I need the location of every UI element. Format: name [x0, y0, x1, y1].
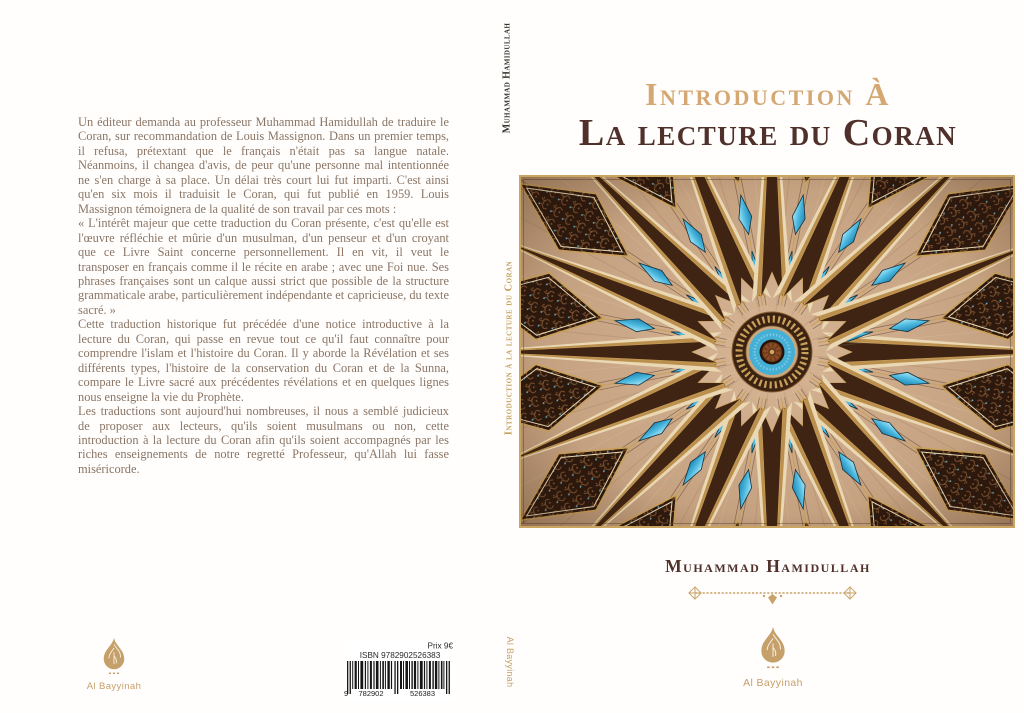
barcode-icon — [344, 640, 456, 702]
svg-text:782902: 782902 — [358, 689, 384, 698]
back-paragraph: Un éditeur demanda au professeur Muhammad Hamidullah de traduire le Coran, sur recommandation de Louis Massignon. Dans un premier temps, il refusa, prétextant que le français n'était pas sa langue natale. Néanmoins, il changea d'avis, de peur qu'une personne mal intentionnée ne s'en charge à sa place. Un délai très court lui fut imparti. C'est ainsi qu'en six mois il traduisit le Coran, qui fut publié en 1959. Louis Massignon témoignera de la qualité de son travail par ces mots : — [78, 115, 449, 216]
author-name: Muhammad Hamidullah — [665, 556, 871, 576]
teardrop-flame-icon — [99, 637, 129, 681]
ornament-divider-icon — [685, 586, 860, 606]
spine-title: Introduction à la lecture du Coran — [503, 260, 515, 436]
publisher-logo-back — [82, 637, 146, 692]
barcode-block — [344, 640, 456, 702]
publisher-logo-front — [738, 626, 808, 689]
spine-author: Muhammad Hamidullah — [501, 22, 513, 134]
back-paragraph: Cette traduction historique fut précédée d'une notice introductive à la lecture du Coran, qui passe en revue tout ce qu'il faut connaître pour comprendre l'islam et l'histoire du Coran. Il y aborde la Révélation et ses différents types, l'histoire de la conservation du Coran et de la Sunna, compare le Livre sacré aux précédentes révélations et en quelques lignes nous enseigne la vie du Prophète. — [78, 317, 449, 404]
svg-text:9: 9 — [344, 689, 349, 698]
back-paragraph: Les traductions sont aujourd'hui nombreuses, il nous a semblé judicieux de proposer aux lecteurs, qu'ils soient musulmans ou non, cette introduction à la lecture du Coran afin qu'ils soient accompagnés par les riches enseignements de notre regretté Professeur, qu'Allah lui fasse miséricorde. — [78, 404, 449, 476]
cover-art-image — [519, 175, 1015, 528]
book-title-line2: La lecture du Coran — [578, 112, 958, 154]
teardrop-flame-icon — [756, 626, 790, 676]
isbn-label: ISBN 9782902526383 — [359, 651, 441, 660]
book-title-line1: Introduction À — [644, 76, 892, 112]
price-label: Prix 9€ — [427, 641, 453, 651]
spine-publisher: Al Bayyinah — [505, 636, 515, 688]
back-paragraph: « L'intérêt majeur que cette traduction du Coran présente, c'est qu'elle est l'œuvre réfléchie et mûrie d'un musulman, d'un penseur et d'un croyant que ce Livre Saint concerne personnellement. Il en vit, il veut le transposer en français comme il le récite en arabe ; avec une Foi nue. Ses phrases françaises sont un calque aussi strict que possible de la structure grammaticale arabe, particulièrement indépendante et capricieuse, du texte sacré. » — [78, 216, 449, 317]
barcode-digits — [344, 689, 435, 698]
publisher-name: Al Bayyinah — [86, 681, 142, 692]
book-title — [522, 76, 1014, 154]
svg-text:526383: 526383 — [409, 689, 436, 698]
back-cover-text — [78, 115, 449, 476]
publisher-name: Al Bayyinah — [743, 677, 803, 689]
